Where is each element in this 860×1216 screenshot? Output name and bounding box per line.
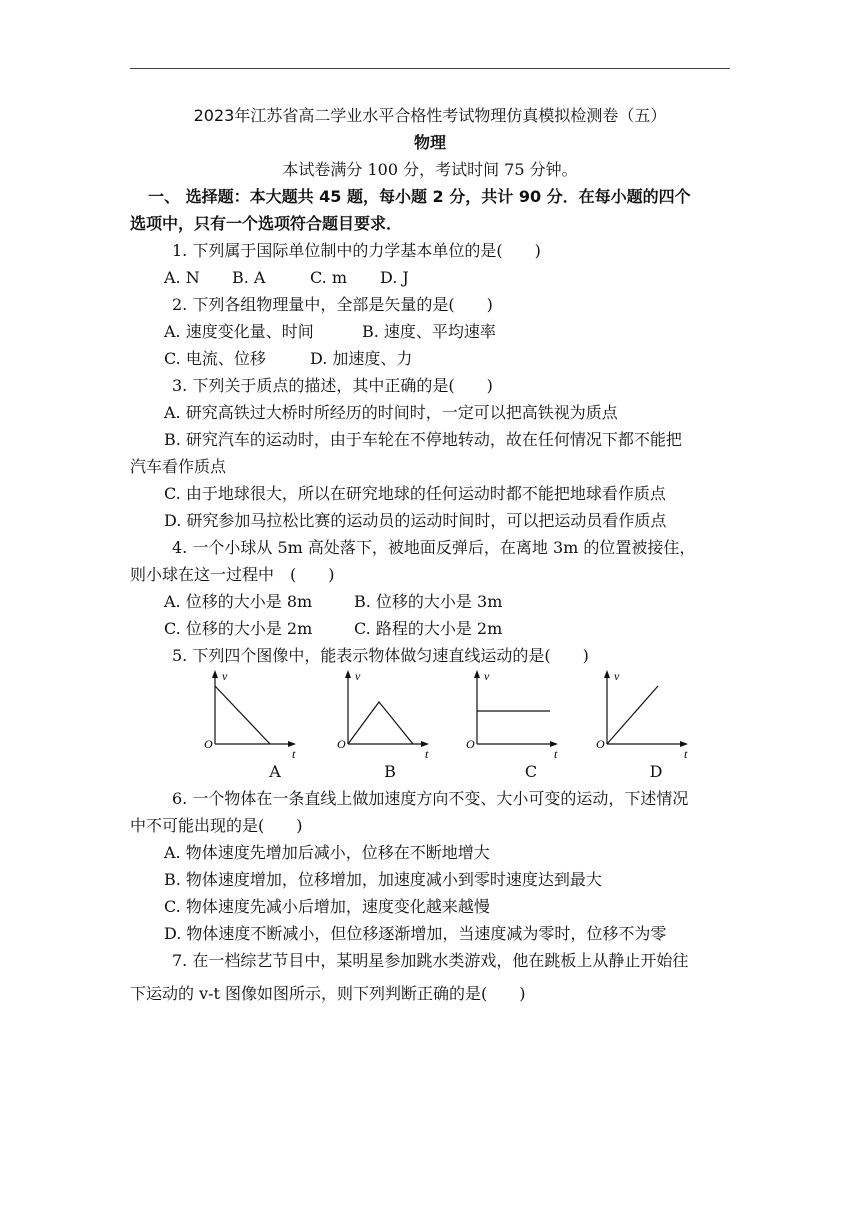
question-3-option-d: D. 研究参加马拉松比赛的运动员的运动时间时，可以把运动员看作质点 (164, 511, 667, 530)
graph-d-origin-label: O (596, 737, 605, 751)
question-1-stem: 1. 下列属于国际单位制中的力学基本单位的是( ) (172, 241, 541, 260)
question-2-option-a: A. 速度变化量、时间 (164, 322, 314, 341)
graph-a-t-label: t (292, 747, 296, 761)
graph-d-label: D (649, 762, 663, 781)
graph-b-v-label: v (355, 669, 361, 683)
question-3-option-a: A. 研究高铁过大桥时所经历的时间时，一定可以把高铁视为质点 (164, 403, 618, 422)
question-6-option-b: B. 物体速度增加，位移增加，加速度减小到零时速度达到最大 (164, 870, 602, 889)
graph-a (200, 668, 300, 761)
graph-d-v-label: v (614, 669, 620, 683)
exam-title: 2023年江苏省高二学业水平合格性考试物理仿真模拟检测卷（五） (193, 106, 667, 125)
question-4-option-b: B. 位移的大小是 3m (354, 592, 503, 611)
section-heading-line2: 选项中，只有一个选项符合题目要求． (130, 214, 403, 233)
graph-c-label: C (524, 762, 538, 781)
graph-c-v-label: v (484, 669, 490, 683)
graph-b-label: B (384, 762, 396, 781)
section-heading-line1: 一、 选择题：本大题共 45 题，每小题 2 分，共计 90 分．在每小题的四个 (148, 187, 691, 206)
question-5-stem: 5. 下列四个图像中，能表示物体做匀速直线运动的是( ) (172, 646, 589, 665)
graph-a-v-label: v (222, 669, 228, 683)
question-1-option-a: A. N (164, 268, 200, 287)
question-4-option-c: C. 位移的大小是 2m (164, 619, 313, 638)
question-1-option-c: C. m (310, 268, 348, 287)
graph-b-t-label: t (425, 747, 429, 761)
graph-c (462, 668, 562, 761)
question-6-option-a: A. 物体速度先增加后减小，位移在不断地增大 (164, 843, 490, 862)
question-3-stem: 3. 下列关于质点的描述，其中正确的是( ) (172, 376, 493, 395)
question-3-option-b-cont: 汽车看作质点 (130, 457, 227, 476)
question-6-option-d: D. 物体速度不断减小，但位移逐渐增加，当速度减为零时，位移不为零 (164, 924, 667, 943)
question-2-option-b: B. 速度、平均速率 (362, 322, 496, 341)
graph-a-origin-label: O (204, 737, 213, 751)
graph-c-t-label: t (554, 747, 558, 761)
exam-info: 本试卷满分 100 分，考试时间 75 分钟。 (282, 160, 578, 179)
question-1-option-b: B. A (232, 268, 266, 287)
question-4-option-d: C. 路程的大小是 2m (354, 619, 503, 638)
graph-b (333, 668, 433, 761)
question-2-option-c: C. 电流、位移 (164, 349, 266, 368)
question-1-option-d: D. J (380, 268, 409, 287)
question-7-stem-cont: 下运动的 v-t 图像如图所示，则下列判断正确的是( ) (130, 984, 526, 1003)
subject-title: 物理 (413, 133, 446, 152)
question-3-option-b: B. 研究汽车的运动时，由于车轮在不停地转动，故在任何情况下都不能把 (164, 430, 682, 449)
question-6-option-c: C. 物体速度先减小后增加，速度变化越来越慢 (164, 897, 490, 916)
question-7-stem: 7. 在一档综艺节目中，某明星参加跳水类游戏，他在跳板上从静止开始往 (172, 951, 689, 970)
question-4-stem: 4. 一个小球从 5m 高处落下，被地面反弹后，在离地 3m 的位置被接住， (172, 538, 696, 557)
graph-d-t-label: t (684, 747, 688, 761)
graph-a-label: A (269, 762, 281, 781)
question-4-option-a: A. 位移的大小是 8m (164, 592, 313, 611)
question-2-stem: 2. 下列各组物理量中，全部是矢量的是( ) (172, 295, 493, 314)
question-4-stem-cont: 则小球在这一过程中 ( ) (130, 565, 335, 584)
question-6-stem: 6. 一个物体在一条直线上做加速度方向不变、大小可变的运动，下述情况 (172, 789, 689, 808)
question-6-stem-cont: 中不可能出现的是( ) (130, 816, 303, 835)
question-2-option-d: D. 加速度、力 (310, 349, 413, 368)
graph-d (592, 668, 692, 761)
graph-c-origin-label: O (466, 737, 475, 751)
question-3-option-c: C. 由于地球很大，所以在研究地球的任何运动时都不能把地球看作质点 (164, 484, 666, 503)
top-rule (130, 68, 730, 69)
graph-b-origin-label: O (337, 737, 346, 751)
